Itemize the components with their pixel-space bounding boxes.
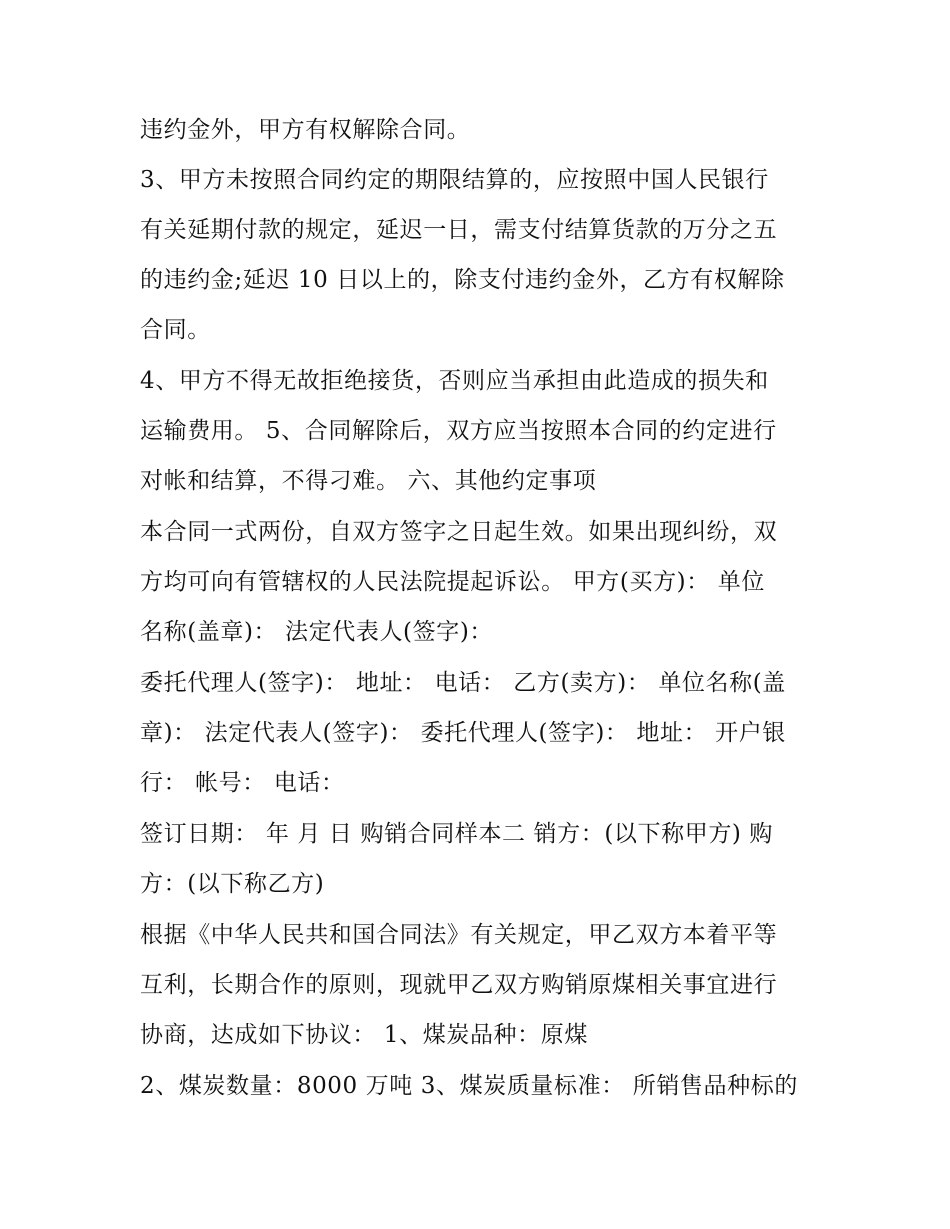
- text-line: 签订日期： 年 月 日 购销合同样本二 销方：(以下称甲方) 购: [140, 821, 774, 847]
- text-line: 方：(以下称乙方): [140, 871, 325, 897]
- text-line: 违约金外，甲方有权解除合同。: [140, 117, 471, 143]
- text-line: 方均可向有管辖权的人民法院提起诉讼。 甲方(买方)： 单位: [140, 569, 765, 595]
- text-line: 运输费用。 5、合同解除后，双方应当按照本合同的约定进行: [140, 418, 777, 444]
- text-line: 名称(盖章)： 法定代表人(签字)：: [140, 619, 494, 645]
- text-line: 2、煤炭数量：8000 万吨 3、煤炭质量标准： 所销售品种标的: [140, 1073, 798, 1099]
- text-line: 行： 帐号： 电话：: [140, 770, 345, 796]
- text-line: 协商，达成如下协议： 1、煤炭品种：原煤: [140, 1022, 588, 1048]
- text-line: 根据《中华人民共和国合同法》有关规定，甲乙双方本着平等: [140, 922, 778, 948]
- text-line: 对帐和结算，不得刁难。 六、其他约定事项: [140, 468, 597, 494]
- text-line: 章)： 法定代表人(签字)： 委托代理人(签字)： 地址： 开户银: [140, 720, 786, 746]
- text-line: 委托代理人(签字)： 地址： 电话： 乙方(卖方)： 单位名称(盖: [140, 670, 786, 696]
- text-line: 互利，长期合作的原则，现就甲乙双方购销原煤相关事宜进行: [140, 972, 778, 998]
- text-line: 本合同一式两份，自双方签字之日起生效。如果出现纠纷，双: [140, 519, 778, 545]
- text-line: 的违约金;延迟 10 日以上的，除支付违约金外，乙方有权解除: [140, 267, 785, 293]
- text-line: 有关延期付款的规定，延迟一日，需支付结算货款的万分之五: [140, 217, 778, 243]
- text-line: 3、甲方未按照合同约定的期限结算的，应按照中国人民银行: [140, 167, 769, 193]
- text-line: 合同。: [140, 317, 211, 343]
- text-line: 4、甲方不得无故拒绝接货，否则应当承担由此造成的损失和: [140, 368, 769, 394]
